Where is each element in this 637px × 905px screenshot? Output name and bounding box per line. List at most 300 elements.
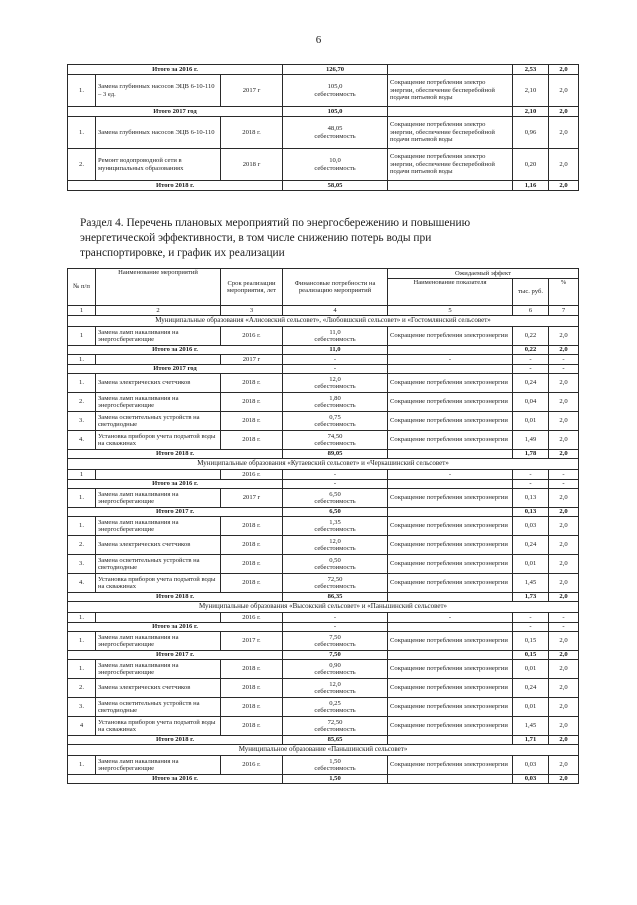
effect-name: Сокращение потребления электроэнергии <box>388 536 513 555</box>
section-row <box>68 602 579 613</box>
cost-value: - <box>333 613 337 621</box>
measure-period: 2016 г. <box>221 756 283 775</box>
measure-cost <box>283 517 388 536</box>
total-pct: - <box>549 365 579 374</box>
effect-name: Сокращение потребления электроэнергии <box>388 489 513 508</box>
cost-note: себестоимость <box>314 164 356 172</box>
row-number: 4. <box>68 431 96 450</box>
total-pct: 2,0 <box>549 65 579 75</box>
measure-name <box>96 355 221 365</box>
empty-row <box>68 355 579 365</box>
measure-cost <box>283 756 388 775</box>
cost-value: - <box>333 470 337 478</box>
measure-period: 2018 г. <box>221 431 283 450</box>
total-tys: 0,03 <box>513 775 549 784</box>
measure-row <box>68 327 579 346</box>
total-pct: 2,0 <box>549 593 579 602</box>
col-number: 1 <box>68 306 96 316</box>
effect-tys: 0,01 <box>513 412 549 431</box>
row-number: 1. <box>68 355 96 365</box>
effect-pct: - <box>549 355 579 365</box>
measure-period: 2018 г. <box>221 393 283 412</box>
effect-tys: - <box>513 613 549 623</box>
total-row <box>68 593 579 602</box>
cost-value: 105,0 <box>327 83 343 91</box>
measure-period: 2017 г. <box>221 632 283 651</box>
measure-row <box>68 393 579 412</box>
measure-name: Замена ламп накаливания на энергосберегающие <box>96 517 221 536</box>
measure-period: 2018 г. <box>221 717 283 736</box>
header-effect-group: Ожидаемый эффект <box>388 269 579 279</box>
total-tys: - <box>513 480 549 489</box>
total-row <box>68 346 579 355</box>
row-number: 3. <box>68 412 96 431</box>
measure-row <box>68 756 579 775</box>
cost-value: 48,05 <box>327 125 343 133</box>
measure-name: Замена ламп накаливания на энергосберегающие <box>96 327 221 346</box>
measure-name: Замена глубинных насосов ЭЦВ 6-10-110 – 3 ед. <box>96 75 221 107</box>
measure-name <box>96 470 221 480</box>
measure-name <box>96 613 221 623</box>
measure-period: 2018 г. <box>221 117 283 149</box>
total-cost: 89,05 <box>283 450 388 459</box>
measure-period: 2018 г. <box>221 679 283 698</box>
cost-value: 12,0 <box>329 537 341 545</box>
effect-tys: 0,13 <box>513 489 549 508</box>
cost-note: себестоимость <box>314 583 356 590</box>
effect-name: Сокращение потребления электроэнергии <box>388 574 513 593</box>
total-row <box>68 508 579 517</box>
total-label: Итого за 2016 г. <box>68 480 283 489</box>
measure-cost <box>283 632 388 651</box>
page-number: 6 <box>315 34 322 46</box>
measure-row <box>68 149 579 181</box>
effect-pct: 2,0 <box>549 393 579 412</box>
measure-cost <box>283 75 388 107</box>
total-tys: 1,71 <box>513 736 549 745</box>
cost-note: себестоимость <box>314 707 356 714</box>
measure-row <box>68 679 579 698</box>
section-row <box>68 745 579 756</box>
total-cost: - <box>283 623 388 632</box>
row-number: 1. <box>68 117 96 149</box>
section-label: Муниципальные образования «Кутаевский сельсовет» и «Черкашинский сельсовет» <box>68 459 579 470</box>
effect-tys: 1,45 <box>513 574 549 593</box>
effect-name: Сокращение потребления электроэнергии <box>388 431 513 450</box>
total-tys: - <box>513 365 549 374</box>
total-effect <box>388 593 513 602</box>
effect-name: - <box>388 470 513 480</box>
header-effect-name: Наименование показателя <box>388 279 513 306</box>
measure-period: 2018 г. <box>221 536 283 555</box>
total-row <box>68 736 579 745</box>
effect-name: Сокращение потребления электро энергии, обеспечение бесперебойной подачи питьевой воды <box>388 149 513 181</box>
col-number: 4 <box>283 306 388 316</box>
measure-row <box>68 555 579 574</box>
effect-pct: 2,0 <box>549 149 579 181</box>
section-heading-line1: Раздел 4. Перечень плановых мероприятий по энергосбережению и повышению <box>80 217 471 229</box>
cost-value: 74,50 <box>327 432 343 440</box>
header-tys: тыс. руб. <box>513 279 549 306</box>
effect-name: Сокращение потребления электроэнергии <box>388 412 513 431</box>
measure-name: Замена ламп накаливания на энергосберегающие <box>96 632 221 651</box>
measure-cost <box>283 327 388 346</box>
measure-cost <box>283 536 388 555</box>
total-tys: 2,10 <box>513 107 549 117</box>
effect-tys: - <box>513 355 549 365</box>
measure-cost <box>283 149 388 181</box>
total-label: Итого 2018 г. <box>68 593 283 602</box>
cost-value: 6,50 <box>329 490 341 498</box>
row-number: 3. <box>68 698 96 717</box>
effect-tys: 2,10 <box>513 75 549 107</box>
total-row <box>68 181 579 191</box>
effect-tys: - <box>513 470 549 480</box>
effect-pct: 2,0 <box>549 555 579 574</box>
effect-tys: 0,04 <box>513 393 549 412</box>
cost-value: 10,0 <box>329 157 341 165</box>
effect-name: Сокращение потребления электроэнергии <box>388 632 513 651</box>
total-pct: - <box>549 480 579 489</box>
effect-pct: 2,0 <box>549 717 579 736</box>
effect-name: Сокращение потребления электроэнергии <box>388 756 513 775</box>
total-pct: 2,0 <box>549 450 579 459</box>
total-cost: 11,0 <box>283 346 388 355</box>
effect-pct: 2,0 <box>549 698 579 717</box>
row-number: 2. <box>68 149 96 181</box>
measure-period: 2018 г <box>221 149 283 181</box>
total-label: Итого за 2016 г. <box>68 623 283 632</box>
measure-period: 2016 г. <box>221 327 283 346</box>
effect-pct: 2,0 <box>549 660 579 679</box>
measure-row <box>68 489 579 508</box>
measure-name: Замена электрических счетчиков <box>96 679 221 698</box>
section-label: Муниципальные образования «Высокский сельсовет» и «Паньшинский сельсовет» <box>68 602 579 613</box>
effect-pct: 2,0 <box>549 632 579 651</box>
effect-tys: 0,03 <box>513 517 549 536</box>
total-cost: 126,70 <box>283 65 388 75</box>
header-period: Срок реализации мероприятия, лет <box>221 269 283 306</box>
effect-pct: 2,0 <box>549 574 579 593</box>
measure-name: Замена ламп накаливания на энергосберегающие <box>96 489 221 508</box>
measure-cost <box>283 374 388 393</box>
total-label: Итого 2018 г. <box>68 736 283 745</box>
row-number: 3. <box>68 555 96 574</box>
measure-name: Установка приборов учета подъятой воды на скважинах <box>96 717 221 736</box>
measure-name: Замена электрических счетчиков <box>96 374 221 393</box>
effect-tys: 0,01 <box>513 660 549 679</box>
cost-value: 1,80 <box>329 394 341 402</box>
measure-cost <box>283 660 388 679</box>
total-label: Итого 2017 г. <box>68 508 283 517</box>
total-row <box>68 65 579 75</box>
total-tys: 0,13 <box>513 508 549 517</box>
measure-cost <box>283 489 388 508</box>
effect-pct: 2,0 <box>549 517 579 536</box>
measure-row <box>68 698 579 717</box>
effect-name: Сокращение потребления электроэнергии <box>388 517 513 536</box>
measure-period: 2018 г. <box>221 412 283 431</box>
measure-period: 2018 г. <box>221 660 283 679</box>
measure-period: 2017 г <box>221 355 283 365</box>
total-cost: 7,50 <box>283 651 388 660</box>
cost-note: себестоимость <box>314 402 356 409</box>
effect-tys: 1,45 <box>513 717 549 736</box>
row-number: 2. <box>68 536 96 555</box>
cost-value: 0,90 <box>329 661 341 669</box>
effect-pct: - <box>549 613 579 623</box>
total-tys: - <box>513 623 549 632</box>
col-number: 5 <box>388 306 513 316</box>
measure-period: 2016 г. <box>221 613 283 623</box>
measure-name: Замена ламп накаливания на энергосберегающие <box>96 756 221 775</box>
effect-pct: 2,0 <box>549 431 579 450</box>
effect-tys: 0,03 <box>513 756 549 775</box>
section-label: Муниципальные образования «Алисовский сельсовет», «Любовшский сельсовет» и «Гостомлянский сельсовет» <box>68 316 579 327</box>
measure-period: 2018 г. <box>221 555 283 574</box>
measure-cost <box>283 717 388 736</box>
total-effect <box>388 736 513 745</box>
total-cost: - <box>283 365 388 374</box>
header-row-1 <box>68 269 579 279</box>
total-pct: - <box>549 623 579 632</box>
cost-value: 12,0 <box>329 680 341 688</box>
measure-row <box>68 632 579 651</box>
cost-value: 72,50 <box>327 575 343 583</box>
effect-name: Сокращение потребления электроэнергии <box>388 717 513 736</box>
row-number: 1. <box>68 756 96 775</box>
measure-period: 2018 г. <box>221 517 283 536</box>
total-effect <box>388 450 513 459</box>
measure-cost <box>283 431 388 450</box>
section-heading-line3: транспортировке, и график их реализации <box>80 247 285 259</box>
total-row <box>68 107 579 117</box>
empty-row <box>68 470 579 480</box>
effect-pct: 2,0 <box>549 679 579 698</box>
total-tys: 1,16 <box>513 181 549 191</box>
total-row <box>68 480 579 489</box>
total-effect <box>388 365 513 374</box>
row-number: 1. <box>68 613 96 623</box>
total-row <box>68 365 579 374</box>
total-tys: 1,73 <box>513 593 549 602</box>
effect-name: Сокращение потребления электроэнергии <box>388 327 513 346</box>
measure-cost <box>283 613 388 623</box>
total-tys: 0,15 <box>513 651 549 660</box>
cost-note: себестоимость <box>314 421 356 428</box>
col-number: 7 <box>549 306 579 316</box>
measure-row <box>68 75 579 107</box>
total-effect <box>388 651 513 660</box>
effect-name: Сокращение потребления электроэнергии <box>388 555 513 574</box>
measure-row <box>68 717 579 736</box>
measure-name: Ремонт водопроводной сети в муниципальных образованиях <box>96 149 221 181</box>
measure-row <box>68 412 579 431</box>
header-pct: % <box>549 279 579 306</box>
effect-pct: 2,0 <box>549 75 579 107</box>
total-row <box>68 450 579 459</box>
measure-cost <box>283 470 388 480</box>
measure-period: 2017 г <box>221 489 283 508</box>
total-label: Итого 2018 г. <box>68 181 283 191</box>
total-tys: 2,53 <box>513 65 549 75</box>
cost-note: себестоимость <box>314 564 356 571</box>
empty-row <box>68 613 579 623</box>
cost-note: себестоимость <box>314 498 356 505</box>
row-number: 4 <box>68 717 96 736</box>
total-cost: 86,35 <box>283 593 388 602</box>
cost-value: 1,35 <box>329 518 341 526</box>
col-number: 2 <box>96 306 221 316</box>
row-number: 1 <box>68 470 96 480</box>
effect-name: - <box>388 355 513 365</box>
total-effect <box>388 508 513 517</box>
cost-note: себестоимость <box>314 132 356 140</box>
row-number: 1. <box>68 374 96 393</box>
cost-note: себестоимость <box>314 765 356 772</box>
effect-pct: 2,0 <box>549 327 579 346</box>
header-name: Наименование мероприятий <box>96 269 221 306</box>
total-pct: 2,0 <box>549 651 579 660</box>
cost-value: 0,75 <box>329 413 341 421</box>
total-pct: 2,0 <box>549 508 579 517</box>
row-number: 2. <box>68 393 96 412</box>
total-row <box>68 651 579 660</box>
total-effect <box>388 65 513 75</box>
section-row <box>68 459 579 470</box>
total-pct: 2,0 <box>549 181 579 191</box>
measure-row <box>68 374 579 393</box>
row-number: 2. <box>68 679 96 698</box>
cost-note: себестоимость <box>314 526 356 533</box>
effect-name: - <box>388 613 513 623</box>
row-number: 1. <box>68 517 96 536</box>
col-number: 6 <box>513 306 549 316</box>
measure-name: Замена осветительных устройств на светодиодные <box>96 555 221 574</box>
measure-row <box>68 574 579 593</box>
total-pct: 2,0 <box>549 775 579 784</box>
row-number: 1. <box>68 489 96 508</box>
row-number: 1. <box>68 632 96 651</box>
total-pct: 2,0 <box>549 107 579 117</box>
row-number: 4. <box>68 574 96 593</box>
measure-row <box>68 660 579 679</box>
measure-row <box>68 536 579 555</box>
effect-tys: 0,24 <box>513 374 549 393</box>
effect-name: Сокращение потребления электроэнергии <box>388 698 513 717</box>
measure-name: Замена глубинных насосов ЭЦВ 6-10-110 <box>96 117 221 149</box>
cost-note: себестоимость <box>314 641 356 648</box>
header-num: № п/п <box>68 269 96 306</box>
total-label: Итого за 2016 г. <box>68 346 283 355</box>
total-effect <box>388 107 513 117</box>
effect-pct: 2,0 <box>549 489 579 508</box>
measure-name: Установка приборов учета подъятой воды на скважинах <box>96 574 221 593</box>
effect-tys: 0,22 <box>513 327 549 346</box>
measure-name: Замена осветительных устройств на светодиодные <box>96 698 221 717</box>
cost-note: себестоимость <box>314 545 356 552</box>
cost-note: себестоимость <box>314 336 356 343</box>
effect-name: Сокращение потребления электро энергии, обеспечение бесперебойной подачи питьевой воды <box>388 75 513 107</box>
total-effect <box>388 623 513 632</box>
total-effect <box>388 181 513 191</box>
measure-cost <box>283 355 388 365</box>
total-pct: 2,0 <box>549 736 579 745</box>
measure-row <box>68 117 579 149</box>
effect-name: Сокращение потребления электроэнергии <box>388 679 513 698</box>
measure-name: Установка приборов учета подъятой воды на скважинах <box>96 431 221 450</box>
total-label: Итого 2018 г. <box>68 450 283 459</box>
measure-cost <box>283 117 388 149</box>
total-effect <box>388 346 513 355</box>
row-number: 1. <box>68 75 96 107</box>
cost-value: - <box>333 355 337 363</box>
cost-value: 1,50 <box>329 757 341 765</box>
cost-note: себестоимость <box>314 688 356 695</box>
total-cost: 85,65 <box>283 736 388 745</box>
total-label: Итого 2017 г. <box>68 651 283 660</box>
table-measures <box>67 268 579 784</box>
total-row <box>68 775 579 784</box>
cost-note: себестоимость <box>314 383 356 390</box>
total-tys: 1,78 <box>513 450 549 459</box>
effect-tys: 0,96 <box>513 117 549 149</box>
section-label: Муниципальное образование «Паньшинский сельсовет» <box>68 745 579 756</box>
measure-period: 2018 г. <box>221 574 283 593</box>
cost-note: себестоимость <box>314 90 356 98</box>
effect-name: Сокращение потребления электроэнергии <box>388 374 513 393</box>
measure-row <box>68 517 579 536</box>
total-cost: 6,50 <box>283 508 388 517</box>
effect-tys: 0,24 <box>513 536 549 555</box>
effect-tys: 1,49 <box>513 431 549 450</box>
section-heading-line2: энергетической эффективности, в том числе снижению потерь воды при <box>80 232 432 244</box>
measure-cost <box>283 698 388 717</box>
cost-value: 72,50 <box>327 718 343 726</box>
total-label: Итого за 2016 г. <box>68 775 283 784</box>
effect-pct: 2,0 <box>549 117 579 149</box>
row-number: 1 <box>68 327 96 346</box>
total-label: Итого 2017 год <box>68 107 283 117</box>
total-tys: 0,22 <box>513 346 549 355</box>
measure-row <box>68 431 579 450</box>
measure-cost <box>283 393 388 412</box>
effect-tys: 0,01 <box>513 555 549 574</box>
total-pct: 2,0 <box>549 346 579 355</box>
total-effect <box>388 480 513 489</box>
measure-cost <box>283 555 388 574</box>
effect-name: Сокращение потребления электроэнергии <box>388 393 513 412</box>
measure-cost <box>283 574 388 593</box>
measure-period: 2018 г. <box>221 698 283 717</box>
cost-value: 12,0 <box>329 375 341 383</box>
effect-pct: 2,0 <box>549 412 579 431</box>
header-cost: Финансовые потребности на реализацию мероприятий <box>283 269 388 306</box>
effect-name: Сокращение потребления электроэнергии <box>388 660 513 679</box>
cost-note: себестоимость <box>314 726 356 733</box>
measure-name: Замена ламп накаливания на энергосберегающие <box>96 660 221 679</box>
row-number: 1. <box>68 660 96 679</box>
total-row <box>68 623 579 632</box>
measure-name: Замена осветительных устройств на светодиодные <box>96 412 221 431</box>
effect-pct: 2,0 <box>549 374 579 393</box>
table-upper <box>67 64 579 191</box>
cost-value: 0,25 <box>329 699 341 707</box>
measure-period: 2018 г. <box>221 374 283 393</box>
total-label: Итого за 2016 г. <box>68 65 283 75</box>
effect-tys: 0,01 <box>513 698 549 717</box>
section-row <box>68 316 579 327</box>
